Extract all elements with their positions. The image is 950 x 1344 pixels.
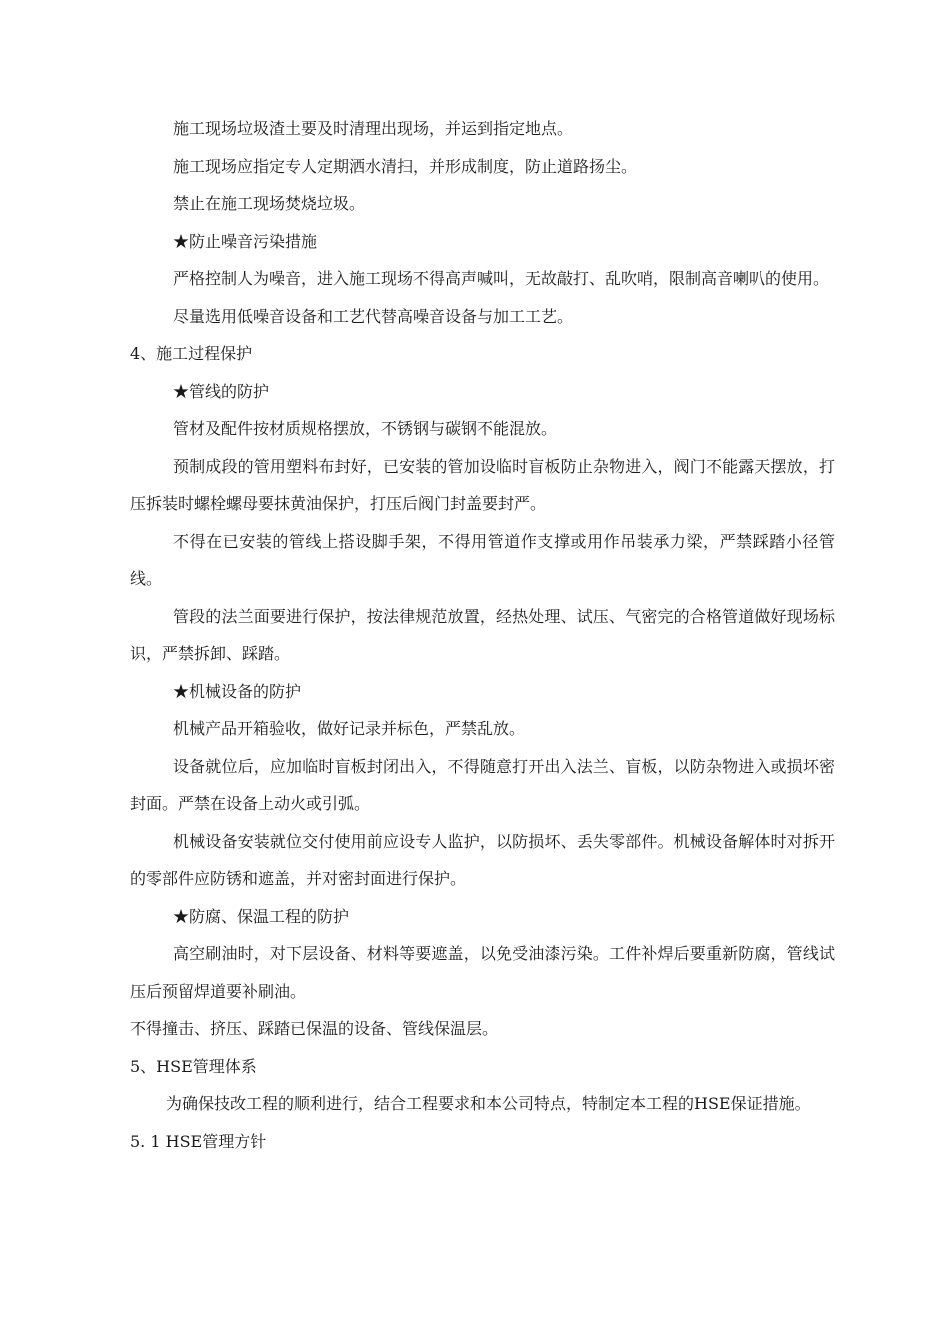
- paragraph-flange-protection: 管段的法兰面要进行保护，按法律规范放置，经热处理、试压、气密完的合格管道做好现场标识，严禁拆卸、踩踏。: [130, 606, 835, 663]
- paragraph-painting: 高空刷油时，对下层设备、材料等要遮盖，以免受油漆污染。工件补焊后要重新防腐，管线试压后预留焊道要补刷油。: [130, 944, 835, 1001]
- paragraph-no-scaffold: 不得在已安装的管线上搭设脚手架，不得用管道作支撑或用作吊装承力梁，严禁踩踏小径管线。: [130, 531, 835, 588]
- paragraph-dust-control: 施工现场应指定专人定期洒水清扫，并形成制度，防止道路扬尘。: [173, 156, 638, 176]
- document-body: [130, 110, 835, 1160]
- heading-noise-prevention: ★防止噪音污染措施: [173, 231, 318, 251]
- heading-equipment-protection: ★机械设备的防护: [173, 681, 302, 701]
- section-heading-4: 4、施工过程保护: [130, 344, 253, 363]
- heading-anticorrosion-protection: ★防腐、保温工程的防护: [173, 906, 350, 926]
- paragraph-equipment-guard: 机械设备安装就位交付使用前应设专人监护，以防损坏、丢失零部件。机械设备解体时对拆开的零部件应防锈和遮盖，并对密封面进行保护。: [130, 831, 835, 888]
- section-heading-5: 5、HSE管理体系: [130, 1056, 257, 1076]
- paragraph-no-burning: 禁止在施工现场焚烧垃圾。: [173, 194, 366, 213]
- paragraph-unboxing: 机械产品开箱验收，做好记录并标色，严禁乱放。: [173, 719, 526, 738]
- paragraph-prefab-pipe: 预制成段的管用塑料布封好，已安装的管加设临时盲板防止杂物进入，阀门不能露天摆放，打压拆装时螺栓螺母要抹黄油保护，打压后阀门封盖要封严。: [130, 456, 835, 513]
- paragraph-pipe-storage: 管材及配件按材质规格摆放，不锈钢与碳钢不能混放。: [173, 419, 558, 438]
- paragraph-low-noise-equipment: 尽量选用低噪音设备和工艺代替高噪音设备与加工工艺。: [173, 306, 574, 326]
- paragraph-waste-removal: 施工现场垃圾渣土要及时清理出现场，并运到指定地点。: [173, 119, 574, 138]
- paragraph-insulation: 不得撞击、挤压、踩踏已保温的设备、管线保温层。: [130, 1019, 499, 1038]
- paragraph-hse-intro: 为确保技改工程的顺利进行，结合工程要求和本公司特点，特制定本工程的HSE保证措施。: [166, 1094, 811, 1113]
- section-heading-5-1: 5. 1 HSE管理方针: [130, 1131, 267, 1151]
- paragraph-noise-control: 严格控制人为噪音，进入施工现场不得高声喊叫，无故敲打、乱吹哨，限制高音喇叭的使用。: [173, 269, 830, 288]
- paragraph-equipment-in-place: 设备就位后，应加临时盲板封闭出入，不得随意打开出入法兰、盲板，以防杂物进入或损坏密封面。严禁在设备上动火或引弧。: [130, 756, 835, 813]
- heading-pipeline-protection: ★管线的防护: [173, 381, 270, 401]
